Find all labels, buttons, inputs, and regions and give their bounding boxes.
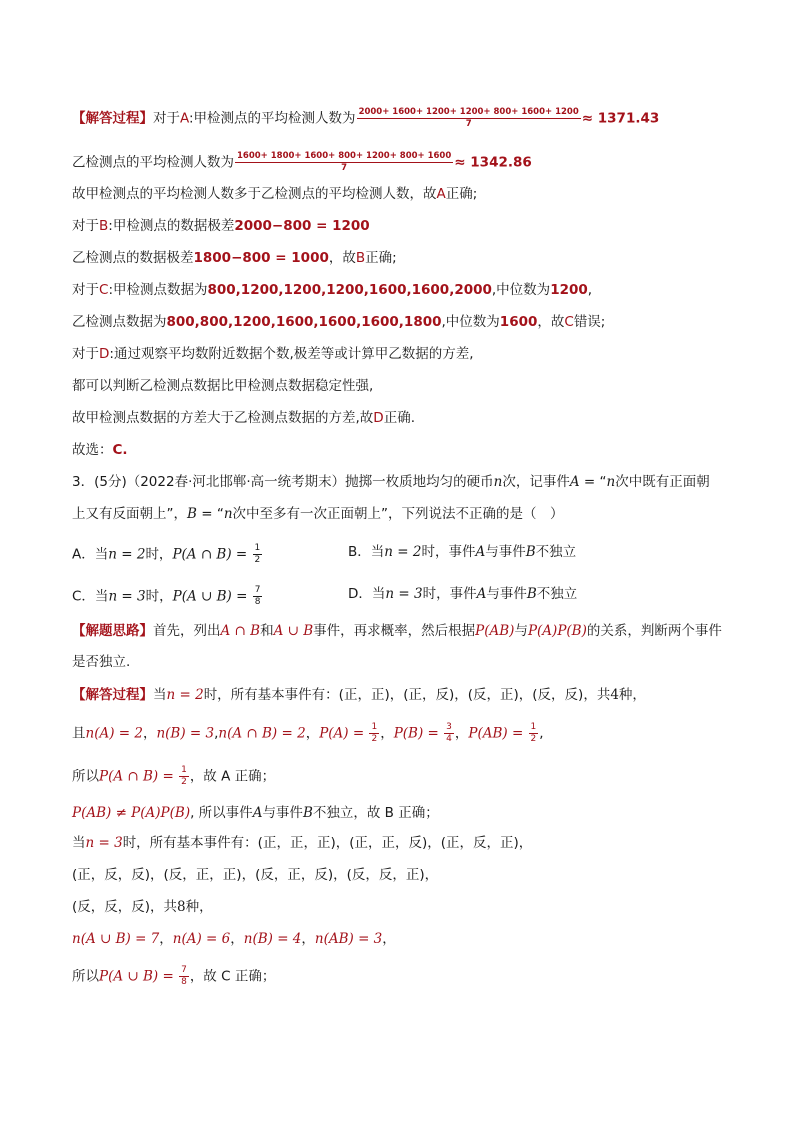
sol-line-3: 所以P(A ∩ B) = $\frac{1}{2}$ ，故 A 正确；: [72, 765, 276, 787]
mean-b-fraction: $\frac{1600+ 1800+ 1600+ 800+ 1200+ 800+ 1600}{7}$: [237, 151, 452, 173]
solution-line-3: 故甲检测点的平均检测人数多于乙检测点的平均检测人数，故A正确;: [72, 186, 478, 202]
sol-line-4: P(AB) ≠ P(A)P(B), 所以事件A与事件B不独立，故 B 正确；: [72, 805, 439, 821]
sol-line-6: (正，反，反)，(反，正，正)，(反，正，反)，(反，反，正)，: [72, 867, 439, 883]
option-d[interactable]: D．当n = 3时，事件A与事件B不独立: [348, 586, 578, 602]
answer-line: 故选：C.: [72, 442, 128, 458]
sol-line-9: 所以P(A ∪ B) = $\frac{7}{8}$ ，故 C 正确；: [72, 965, 276, 987]
sol-line-5: 当n = 3时，所有基本事件有：(正，正，正)，(正，正，反)，(正，反，正)，: [72, 835, 533, 851]
solution-tag: 【解答过程】: [72, 687, 153, 703]
option-b[interactable]: B．当n = 2时，事件A与事件B不独立: [348, 544, 577, 560]
thinking-line-2: 是否独立.: [72, 654, 131, 670]
solution-line-6: 对于C:甲检测点数据为800,1200,1200,1200,1600,1600,2000,中位数为1200,: [72, 282, 593, 298]
solution-line-8: 对于D:通过观察平均数附近数据个数,极差等或计算甲乙数据的方差,: [72, 346, 474, 362]
mean-a-fraction: $\frac{2000+ 1600+ 1200+ 1200+ 800+ 1600+ 1200}{7}$: [358, 107, 579, 129]
solution-line-2: 乙检测点的平均检测人数为 $\frac{1600+ 1800+ 1600+ 800+ 1200+ 800+ 1600}{7}$ ≈ 1342.86: [72, 151, 532, 173]
question-3-line-1: 3．(5分)（2022春·河北邯郸·高一统考期末）抛掷一枚质地均匀的硬币n次，记事件A = “n次中既有正面朝: [72, 474, 710, 490]
sol-line-7: (反，反，反)，共8种，: [72, 899, 213, 915]
thinking-tag: 【解题思路】: [72, 623, 153, 639]
solution-line-5: 乙检测点的数据极差1800−800 = 1000，故B正确;: [72, 250, 397, 266]
solution-line-9: 都可以判断乙检测点数据比甲检测点数据稳定性强,: [72, 378, 374, 394]
section-tag: 【解答过程】: [72, 110, 153, 127]
solution-line-7: 乙检测点数据为800,800,1200,1600,1600,1600,1800,中位数为1600，故C错误;: [72, 314, 606, 330]
solution-line-1: 【解答过程】对于A:甲检测点的平均检测人数为 $\frac{2000+ 1600+ 1200+ 1200+ 800+ 1600+ 1200}{7}$ ≈ 1371.43: [72, 107, 660, 129]
sol-line-2: 且n(A) = 2，n(B) = 3,n(A ∩ B) = 2，P(A) = $\frac{1}{2}$ ，P(B) = $\frac{3}{4}$ ，P(AB) = $\frac{1}{2}$ ,: [72, 722, 544, 744]
thinking-line-1: 【解题思路】首先，列出A ∩ B和A ∪ B事件，再求概率，然后根据P(AB)与P(A)P(B)的关系，判断两个事件: [72, 623, 722, 639]
solution-line-4: 对于B:甲检测点的数据极差2000−800 = 1200: [72, 218, 370, 234]
option-a[interactable]: A．当n = 2时，P(A ∩ B) = $\frac{1}{2}$: [72, 543, 261, 565]
solution-line-10: 故甲检测点数据的方差大于乙检测点数据的方差,故D正确.: [72, 410, 415, 426]
sol-line-8: n(A ∪ B) = 7，n(A) = 6，n(B) = 4，n(AB) = 3，: [72, 931, 396, 947]
answer-value: C.: [112, 442, 128, 458]
question-3-line-2: 上又有反面朝上”，B = “n次中至多有一次正面朝上”，下列说法不正确的是（ ）: [72, 506, 564, 522]
sol-line-1: 【解答过程】当n = 2时，所有基本事件有：(正，正)，(正，反)，(反，正)，(反，反)，共4种，: [72, 687, 646, 703]
option-c[interactable]: C．当n = 3时，P(A ∪ B) = $\frac{7}{8}$: [72, 585, 261, 607]
